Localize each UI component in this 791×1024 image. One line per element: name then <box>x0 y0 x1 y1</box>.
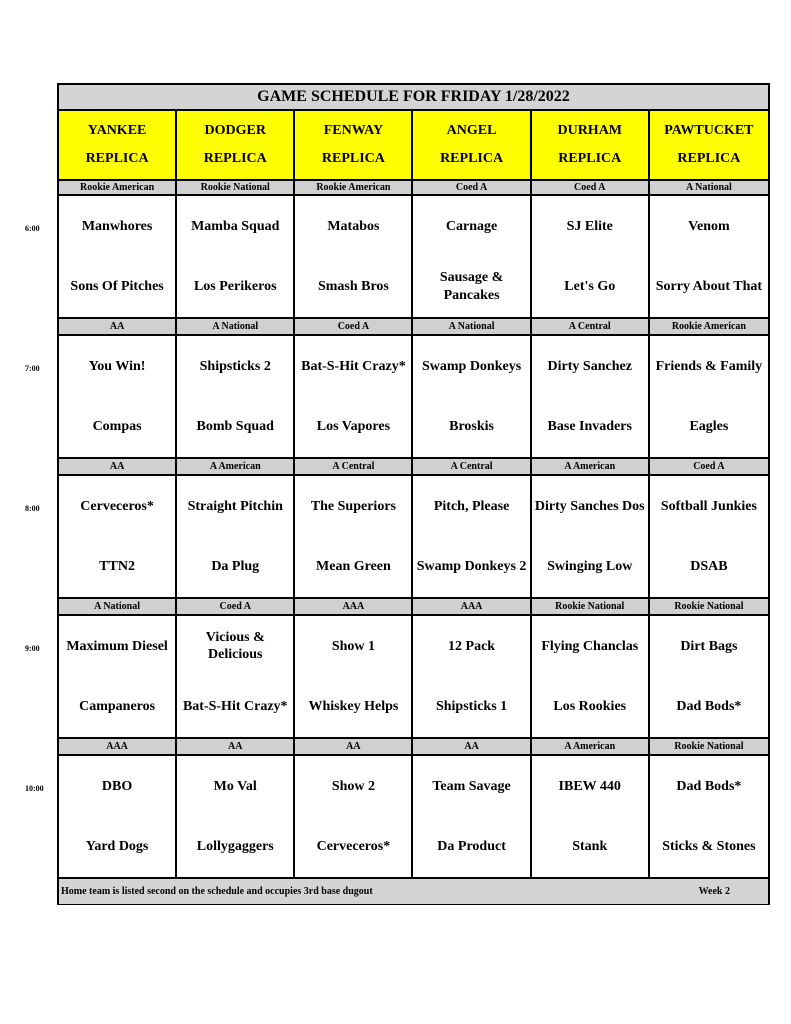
division-label: A American <box>532 459 650 476</box>
game-cell <box>295 756 413 879</box>
game-cell <box>295 196 413 319</box>
division-label: A American <box>177 459 295 476</box>
division-label: AA <box>295 739 413 756</box>
division-label: A Central <box>532 319 650 336</box>
away-team: Venom <box>688 218 730 234</box>
away-team: Friends & Family <box>655 358 763 374</box>
division-label: Rookie American <box>59 181 177 196</box>
home-team: Sticks & Stones <box>662 839 756 854</box>
time-label: 8:00 <box>25 504 40 513</box>
home-team: Sausage & Pancakes <box>439 270 504 303</box>
division-label: AAA <box>59 739 177 756</box>
home-team: Los Vapores <box>316 419 391 434</box>
away-team: Mamba Squad <box>191 218 280 234</box>
away-team: Bat-S-Hit Crazy* <box>301 358 406 374</box>
game-cell <box>59 616 177 739</box>
home-team: Mean Green <box>316 559 391 574</box>
home-team: TTN2 <box>99 559 135 574</box>
field-header-dodger <box>177 111 295 181</box>
home-team: Sorry About That <box>655 279 763 294</box>
home-team: Bat-S-Hit Crazy* <box>182 699 288 714</box>
home-team: Smash Bros <box>317 279 389 294</box>
home-team: Sons Of Pitches <box>70 279 164 294</box>
home-team: Swinging Low <box>547 559 633 574</box>
away-team: Shipsticks 2 <box>199 358 271 374</box>
game-cell <box>650 336 768 459</box>
home-team: Da Product <box>437 839 506 854</box>
away-team: Cerveceros* <box>80 498 154 514</box>
game-cell <box>59 756 177 879</box>
game-cell <box>650 196 768 319</box>
division-label: AA <box>413 739 531 756</box>
home-team: DSAB <box>690 559 728 574</box>
away-team: Manwhores <box>81 218 153 234</box>
away-team: Swamp Donkeys <box>421 358 522 374</box>
home-team: Bomb Squad <box>196 419 274 434</box>
home-team: Base Invaders <box>547 419 632 434</box>
division-label: AAA <box>413 599 531 616</box>
division-label: A National <box>413 319 531 336</box>
game-cell <box>177 196 295 319</box>
footer-note: Home team is listed second on the schedule and occupies 3rd base dugout <box>61 886 373 897</box>
home-team: Stank <box>572 839 608 854</box>
home-team: Compas <box>92 419 142 434</box>
schedule-title: GAME SCHEDULE FOR FRIDAY 1/28/2022 <box>59 85 768 111</box>
away-team: Dirty Sanchez <box>547 358 632 374</box>
division-label: Rookie National <box>177 181 295 196</box>
division-label: A Central <box>295 459 413 476</box>
field-header-angel <box>413 111 531 181</box>
away-team: Matabos <box>327 218 380 234</box>
away-team: Flying Chanclas <box>541 638 639 654</box>
game-cell <box>413 196 531 319</box>
away-team: Pitch, Please <box>433 498 510 514</box>
game-cell <box>59 476 177 599</box>
away-team: The Superiors <box>310 498 396 514</box>
game-cell <box>413 756 531 879</box>
time-label: 7:00 <box>25 364 40 373</box>
schedule-table <box>57 83 770 905</box>
away-team: Show 2 <box>331 778 375 794</box>
division-label: Coed A <box>177 599 295 616</box>
away-team: Vicious & Delicious <box>205 629 265 663</box>
home-team: Shipsticks 1 <box>435 699 508 714</box>
field-header-durham <box>532 111 650 181</box>
week-label: Week 2 <box>698 886 730 897</box>
away-team: Show 1 <box>331 638 375 654</box>
away-team: Dad Bods* <box>676 778 742 794</box>
game-cell <box>295 476 413 599</box>
division-label: AA <box>59 319 177 336</box>
division-label: Coed A <box>532 181 650 196</box>
away-team: You Win! <box>88 358 146 374</box>
division-label: A American <box>532 739 650 756</box>
division-label: Coed A <box>650 459 768 476</box>
division-label: AAA <box>295 599 413 616</box>
home-team: Dad Bods* <box>676 699 742 714</box>
field-header-fenway <box>295 111 413 181</box>
away-team: IBEW 440 <box>558 778 621 794</box>
away-team: Carnage <box>445 218 498 234</box>
home-team: Eagles <box>689 419 729 434</box>
away-team: Dirt Bags <box>680 638 738 654</box>
game-cell <box>650 476 768 599</box>
home-team: Los Perikeros <box>193 279 277 294</box>
field-subtitle: REPLICA <box>558 151 622 166</box>
home-team: Whiskey Helps <box>308 699 399 714</box>
field-name: DURHAM <box>557 123 623 138</box>
away-team: Mo Val <box>213 778 257 794</box>
division-label: AA <box>59 459 177 476</box>
time-label: 10:00 <box>25 784 44 793</box>
division-label: Coed A <box>413 181 531 196</box>
division-label: Rookie National <box>532 599 650 616</box>
away-team: DBO <box>101 778 133 794</box>
game-cell <box>177 476 295 599</box>
game-cell <box>413 616 531 739</box>
home-team: Let's Go <box>564 279 616 294</box>
division-label: Rookie American <box>295 181 413 196</box>
field-name: PAWTUCKET <box>664 123 754 138</box>
field-subtitle: REPLICA <box>203 151 267 166</box>
game-cell <box>177 756 295 879</box>
game-cell <box>59 336 177 459</box>
game-cell <box>532 616 650 739</box>
away-team: Straight Pitchin <box>187 498 283 514</box>
field-name: ANGEL <box>446 123 497 138</box>
game-cell <box>413 476 531 599</box>
home-team: Lollygaggers <box>196 839 274 854</box>
division-label: Coed A <box>295 319 413 336</box>
game-cell <box>295 336 413 459</box>
division-label: A National <box>650 181 768 196</box>
home-team: Swamp Donkeys 2 <box>416 559 527 574</box>
game-cell <box>413 336 531 459</box>
game-cell <box>59 196 177 319</box>
division-label: A National <box>177 319 295 336</box>
field-subtitle: REPLICA <box>85 151 149 166</box>
division-label: A Central <box>413 459 531 476</box>
field-header-yankee <box>59 111 177 181</box>
game-cell <box>532 336 650 459</box>
away-team: Dirty Sanches Dos <box>534 498 645 514</box>
division-label: A National <box>59 599 177 616</box>
field-name: FENWAY <box>323 123 384 138</box>
home-team: Broskis <box>449 419 494 434</box>
field-subtitle: REPLICA <box>677 151 741 166</box>
game-cell <box>532 476 650 599</box>
division-label: Rookie American <box>650 319 768 336</box>
game-cell <box>650 616 768 739</box>
home-team: Campaneros <box>79 699 156 714</box>
away-team: Maximum Diesel <box>66 638 168 654</box>
away-team: Softball Junkies <box>660 498 757 514</box>
field-subtitle: REPLICA <box>440 151 504 166</box>
away-team: SJ Elite <box>566 218 613 234</box>
game-cell <box>532 756 650 879</box>
game-cell <box>650 756 768 879</box>
away-team: 12 Pack <box>448 638 496 654</box>
division-label: AA <box>177 739 295 756</box>
time-label: 6:00 <box>25 224 40 233</box>
home-team: Yard Dogs <box>85 839 149 854</box>
field-subtitle: REPLICA <box>321 151 385 166</box>
field-name: DODGER <box>204 123 266 138</box>
away-team: Team Savage <box>432 778 511 794</box>
schedule-footer <box>59 879 768 904</box>
time-label: 9:00 <box>25 644 40 653</box>
division-label: Rookie National <box>650 599 768 616</box>
home-team: Da Plug <box>211 559 260 574</box>
game-cell <box>532 196 650 319</box>
game-cell <box>295 616 413 739</box>
game-cell <box>177 616 295 739</box>
home-team: Los Rookies <box>553 699 627 714</box>
field-header-pawtucket <box>650 111 768 181</box>
field-name: YANKEE <box>87 123 147 138</box>
game-cell <box>177 336 295 459</box>
division-label: Rookie National <box>650 739 768 756</box>
home-team: Cerveceros* <box>316 839 391 854</box>
